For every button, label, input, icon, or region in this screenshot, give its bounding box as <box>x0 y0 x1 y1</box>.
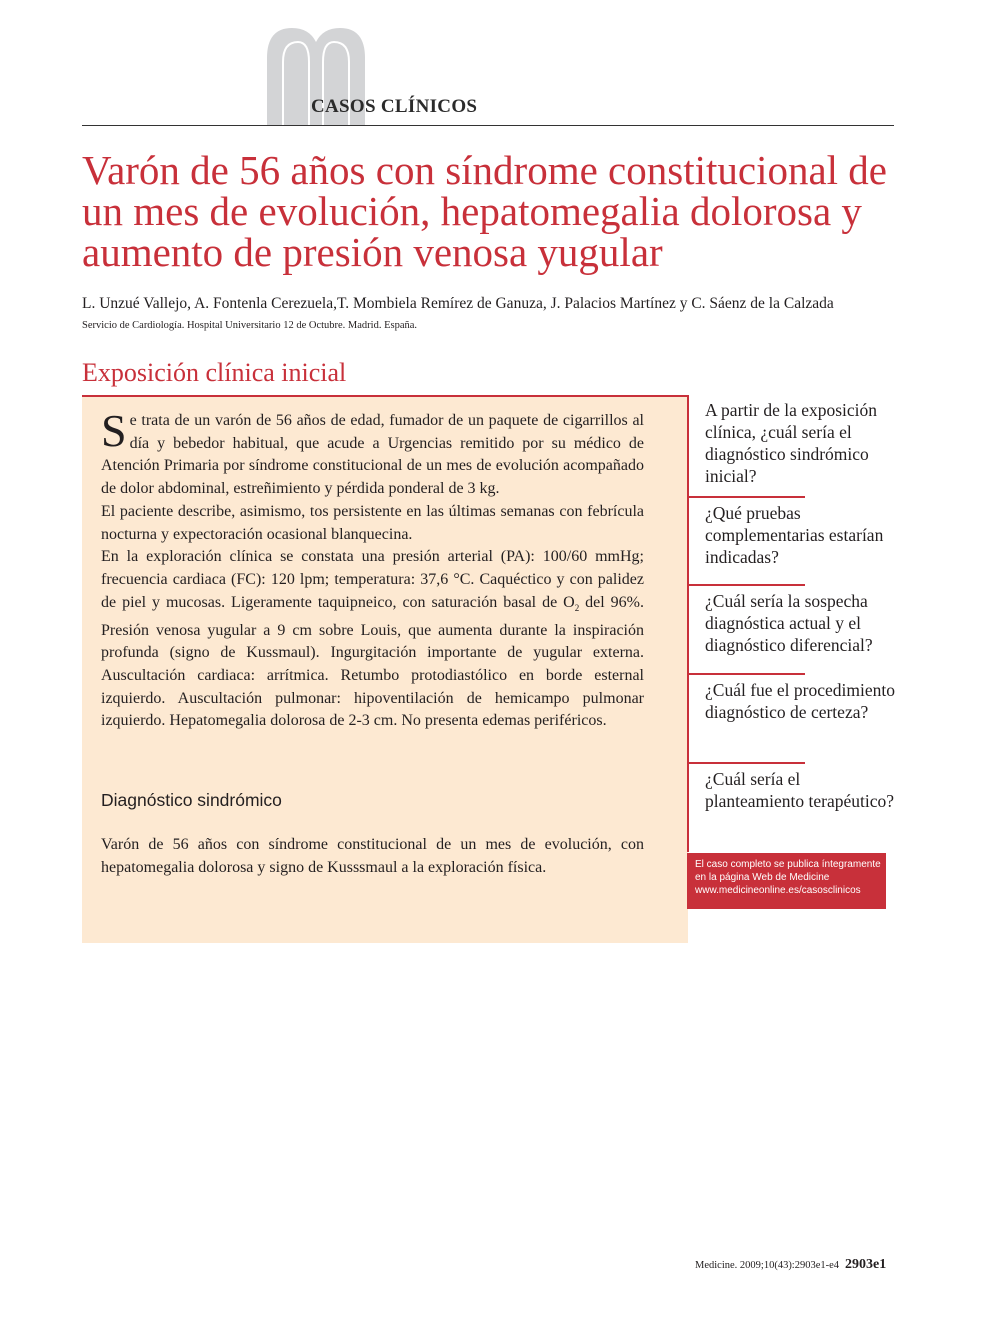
header-rule <box>82 125 894 126</box>
affiliation: Servicio de Cardiología. Hospital Universitario 12 de Octubre. Madrid. España. <box>82 320 418 331</box>
section-heading: Exposición clínica inicial <box>82 358 347 387</box>
authors: L. Unzué Vallejo, A. Fontenla Cerezuela,T. Mombiela Remírez de Ganuza, J. Palacios Martínez y C. Sáenz de la Calzada <box>82 295 834 312</box>
notice-link[interactable]: www.medicineonline.es/casosclinicos <box>695 885 861 896</box>
sub-heading: Diagnóstico sindrómico <box>101 790 282 810</box>
question-item: A partir de la exposición clínica, ¿cuál sería el diagnóstico sindrómico inicial? <box>687 395 805 498</box>
case-text <box>101 405 645 733</box>
question-item: ¿Qué pruebas complementarias estarían indicadas? <box>687 498 805 586</box>
case-paragraph: Se trata de un varón de 56 años de edad, fumador de un paquete de cigarrillos al día y bebedor habitual, que acude a Urgencias remitido por su médico de Atención Primaria por síndrome constitucional de un mes de evolución acompañado de dolor abdominal, estreñimiento y pérdida ponderal de 3 kg. <box>101 405 644 498</box>
online-notice: El caso completo se publica íntegramente en la página Web de Medicine www.medicineonline.es/casosclinicos <box>687 853 886 909</box>
question-item: ¿Cuál sería el planteamiento terapéutico? <box>687 764 805 852</box>
drop-cap: S <box>101 405 127 456</box>
citation: Medicine. 2009;10(43):2903e1-e4 <box>695 1260 840 1271</box>
section-label: CASOS CLÍNICOS <box>311 96 478 117</box>
syndromic-text: Varón de 56 años con síndrome constitucional de un mes de evolución, con hepatomegalia dolorosa y signo de Kusssmaul a la exploración física. <box>101 836 644 876</box>
questions-panel <box>687 395 897 852</box>
question-item: ¿Cuál sería la sospecha diagnóstica actual y el diagnóstico diferencial? <box>687 586 805 675</box>
question-item: ¿Cuál fue el procedimiento diagnóstico de certeza? <box>687 675 805 764</box>
article-title: Varón de 56 años con síndrome constitucional de un mes de evolución, hepatomegalia dolorosa y aumento de presión venosa yugular <box>82 147 888 275</box>
case-paragraph: En la exploración clínica se constata una presión arterial (PA): 100/60 mmHg; frecuencia cardiaca (FC): 120 lpm; temperatura: 37,6 °C. Caquéctico y con palidez de piel y mucosas. Ligeramente taquipneico, con saturación basal de $O_2$ del 96%. Presión venosa yugular a 9 cm sobre Louis, que aumenta durante la inspiración profunda (signo de Kussmaul). Ingurgitación importante de yugular externa. Auscultación cardiaca: arrítmica. Retumbo protodiastólico en borde esternal izquierdo. Auscultación pulmonar: hipoventilación de hemicampo pulmonar izquierdo. Hepatomegalia dolorosa de 2-3 cm. No presenta edemas periféricos. <box>101 548 645 730</box>
case-paragraph: El paciente describe, asimismo, tos persistente en las últimas semanas con febrícula nocturna y expectoración ocasional blanquecina. <box>101 502 644 543</box>
footer <box>695 1257 886 1273</box>
page-number: 2903e1 <box>845 1257 887 1272</box>
